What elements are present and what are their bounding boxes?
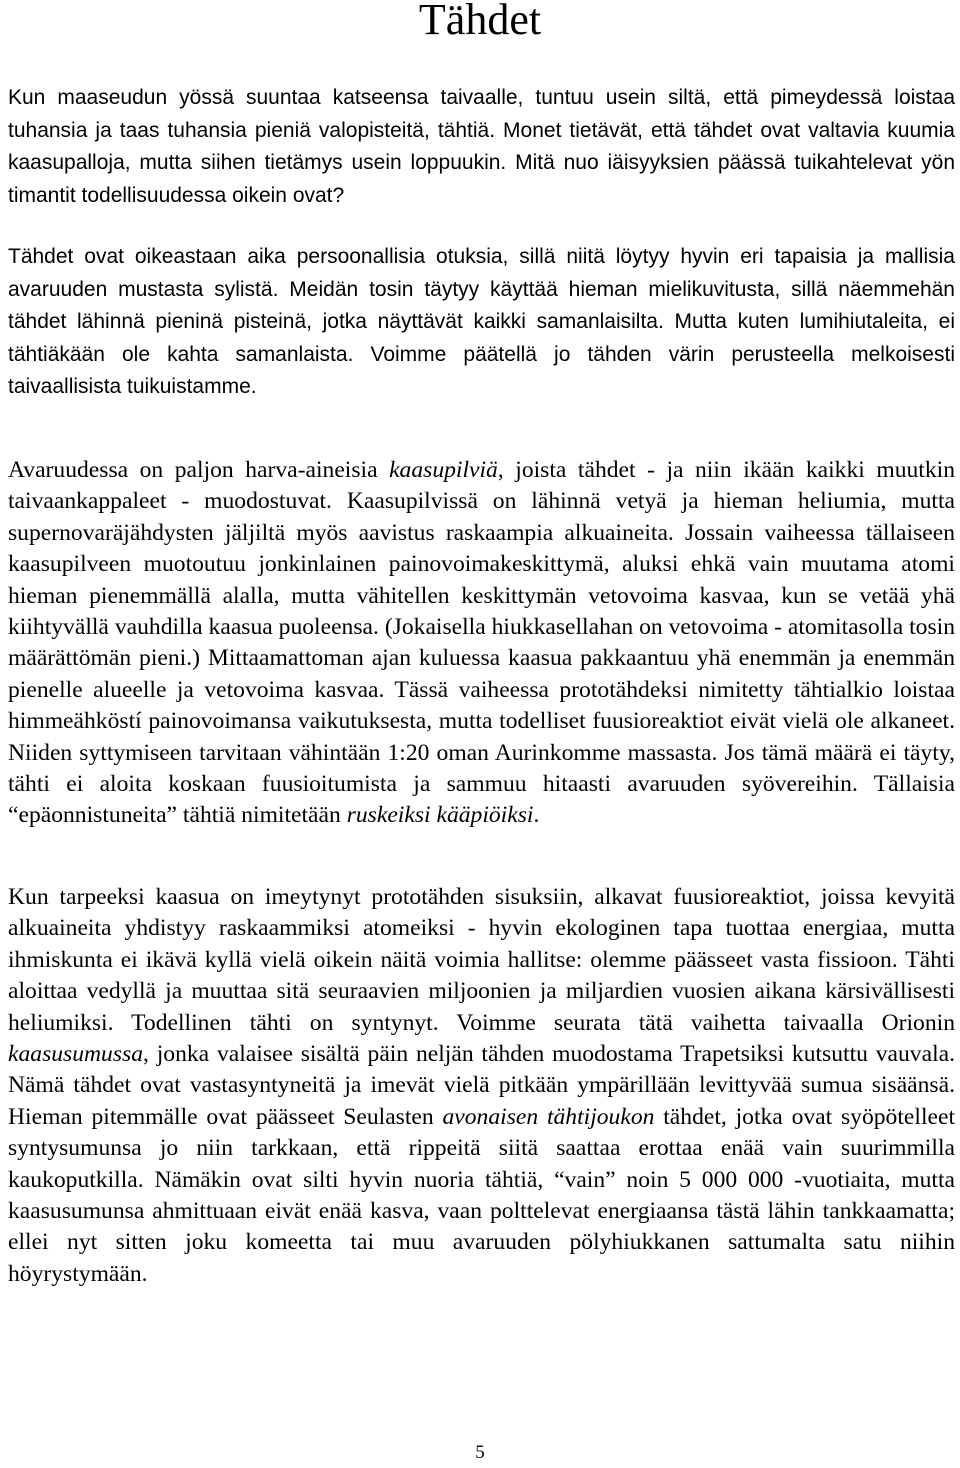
paragraph-formation-text-1: Avaruudessa on paljon harva-aineisia [8, 457, 390, 483]
term-kaasusumussa: kaasusumussa [8, 1041, 144, 1068]
paragraph-fusion-text-1: Kun tarpeeksi kaasua on imeytynyt prototähden sisuksiin, alkavat fuusioreaktiot, joissa kevyitä alkuaineita yhdistyy raskaammiksi atomeiksi - hyvin ekologinen tapa tuottaa energiaa, mutta ihmiskunta ei ikävä kyllä vielä oikein näitä voimia hallitse: olemme päässeet vasta fissioon. Tähti aloittaa vedyllä ja muuttaa sitä seuraavien miljoonien ja miljardien vuosien aikana kärsivällisesti heliumiksi. Todellinen tähti on syntynyt. Voimme seurata tätä vaihetta taivaalla Orionin [8, 884, 955, 1036]
paragraph-personalities: Tähdet ovat oikeastaan aika persoonallisia otuksia, sillä niitä löytyy hyvin eri tapaisia ja mallisia avaruuden mustasta sylistä. Meidän tosin täytyy käyttää hieman mielikuvitusta, sillä näemmehän tähdet lähinnä pieninä pisteinä, jotka näyttävät kaikki samanlaisilta. Mutta kuten lumihiutaleita, ei tähtiäkään ole kahta samanlaista. Voimme päätellä jo tähden värin perusteella melkoisesti taivaallisista tuikuistamme. [8, 245, 955, 398]
paragraph-fusion [8, 882, 955, 1290]
term-ruskeiksi-kaapioiksi: ruskeiksi kääpiöiksi [346, 802, 534, 829]
paragraph-formation-text-3: . [533, 802, 540, 829]
term-kaasupilvia: kaasupilviä [389, 457, 498, 483]
term-avonaisen-tahtijoukon: avonaisen tähtijoukon [442, 1103, 655, 1130]
paragraph-intro: Kun maaseudun yössä suuntaa katseensa taivaalle, tuntuu usein siltä, että pimeydessä loistaa tuhansia ja taas tuhansia pieniä valopisteitä, tähtiä. Monet tietävät, että tähdet ovat valtavia kuumia kaasupalloja, mutta siihen tietämys usein loppuukin. Mitä nuo iäisyyksien päässä tuikahtelevat yön timantit todellisuudessa oikein ovat? [8, 86, 955, 207]
paragraph-fusion-text-3: tähdet, jotka ovat syöpötelleet syntysumunsa jo niin tarkkaan, että rippeitä siitä saattaa erottaa enää vain suurimmilla kaukoputkilla. Nämäkin ovat silti hyvin nuoria tähtiä, “vain” noin 5 000 000 -vuotiaita, mutta kaasusumunsa ahmittuaan eivät enää kasva, vaan polttelevat energiaansa tästä lähin tankkaamatta; ellei nyt sitten joku komeetta tai muu avaruuden pölyhiukkanen sattumalta satu niihin höyrystymään. [8, 1103, 955, 1287]
page-title: Tähdet [418, 0, 542, 44]
page-number: 5 [475, 1442, 485, 1463]
paragraph-fusion-text-2: , jonka valaisee sisältä päin neljän tähden muodostama Trapetsiksi kutsuttu vauvala. Nämä tähdet ovat vastasyntyneitä ja imevät vielä pitkään ympärillään levittyvää sumua sisäänsä. Hieman pitemmälle ovat päässeet Seulasten [8, 1041, 955, 1130]
paragraph-formation-text-2: , joista tähdet - ja niin ikään kaikki muutkin taivaankappaleet - muodostuvat. Kaasupilvissä on lähinnä vetyä ja hieman heliumia, mutta supernovaräjähdysten jäljiltä myös aavistus raskaampia alkuaineita. Jossain vaiheessa tällaiseen kaasupilveen muotoutuu jonkinlainen painovoimakeskittymä, aluksi ehkä vain muutama atomi hieman pienemmällä alalla, mutta vähitellen keskittymän vetovoima kasvaa, kun se vetää yhä kiihtyvällä vauhdilla kaasua puoleensa. (Jokaisella hiukkasellahan on vetovoima - atomitasolla tosin määrättömän pieni.) Mittaamattoman ajan kuluessa kaasua pakkaantuu yhä enemmän ja enemmän pienelle alueelle ja vetovoima kasvaa. Tässä vaiheessa prototähdeksi nimitetty tähtialkio loistaa himmeähköstí painovoimansa vaikutuksesta, mutta todelliset fuusioreaktiot eivät vielä ole alkaneet. Niiden syttymiseen tarvitaan vähintään 1:20 oman Aurinkomme massasta. Jos tämä määrä ei täyty, tähti ei aloita koskaan fuusioitumista ja sammuu hitaasti avaruuden syövereihin. Tällaisia “epäonnistuneita” tähtiä nimitetään [8, 457, 955, 829]
paragraph-formation [8, 455, 955, 832]
